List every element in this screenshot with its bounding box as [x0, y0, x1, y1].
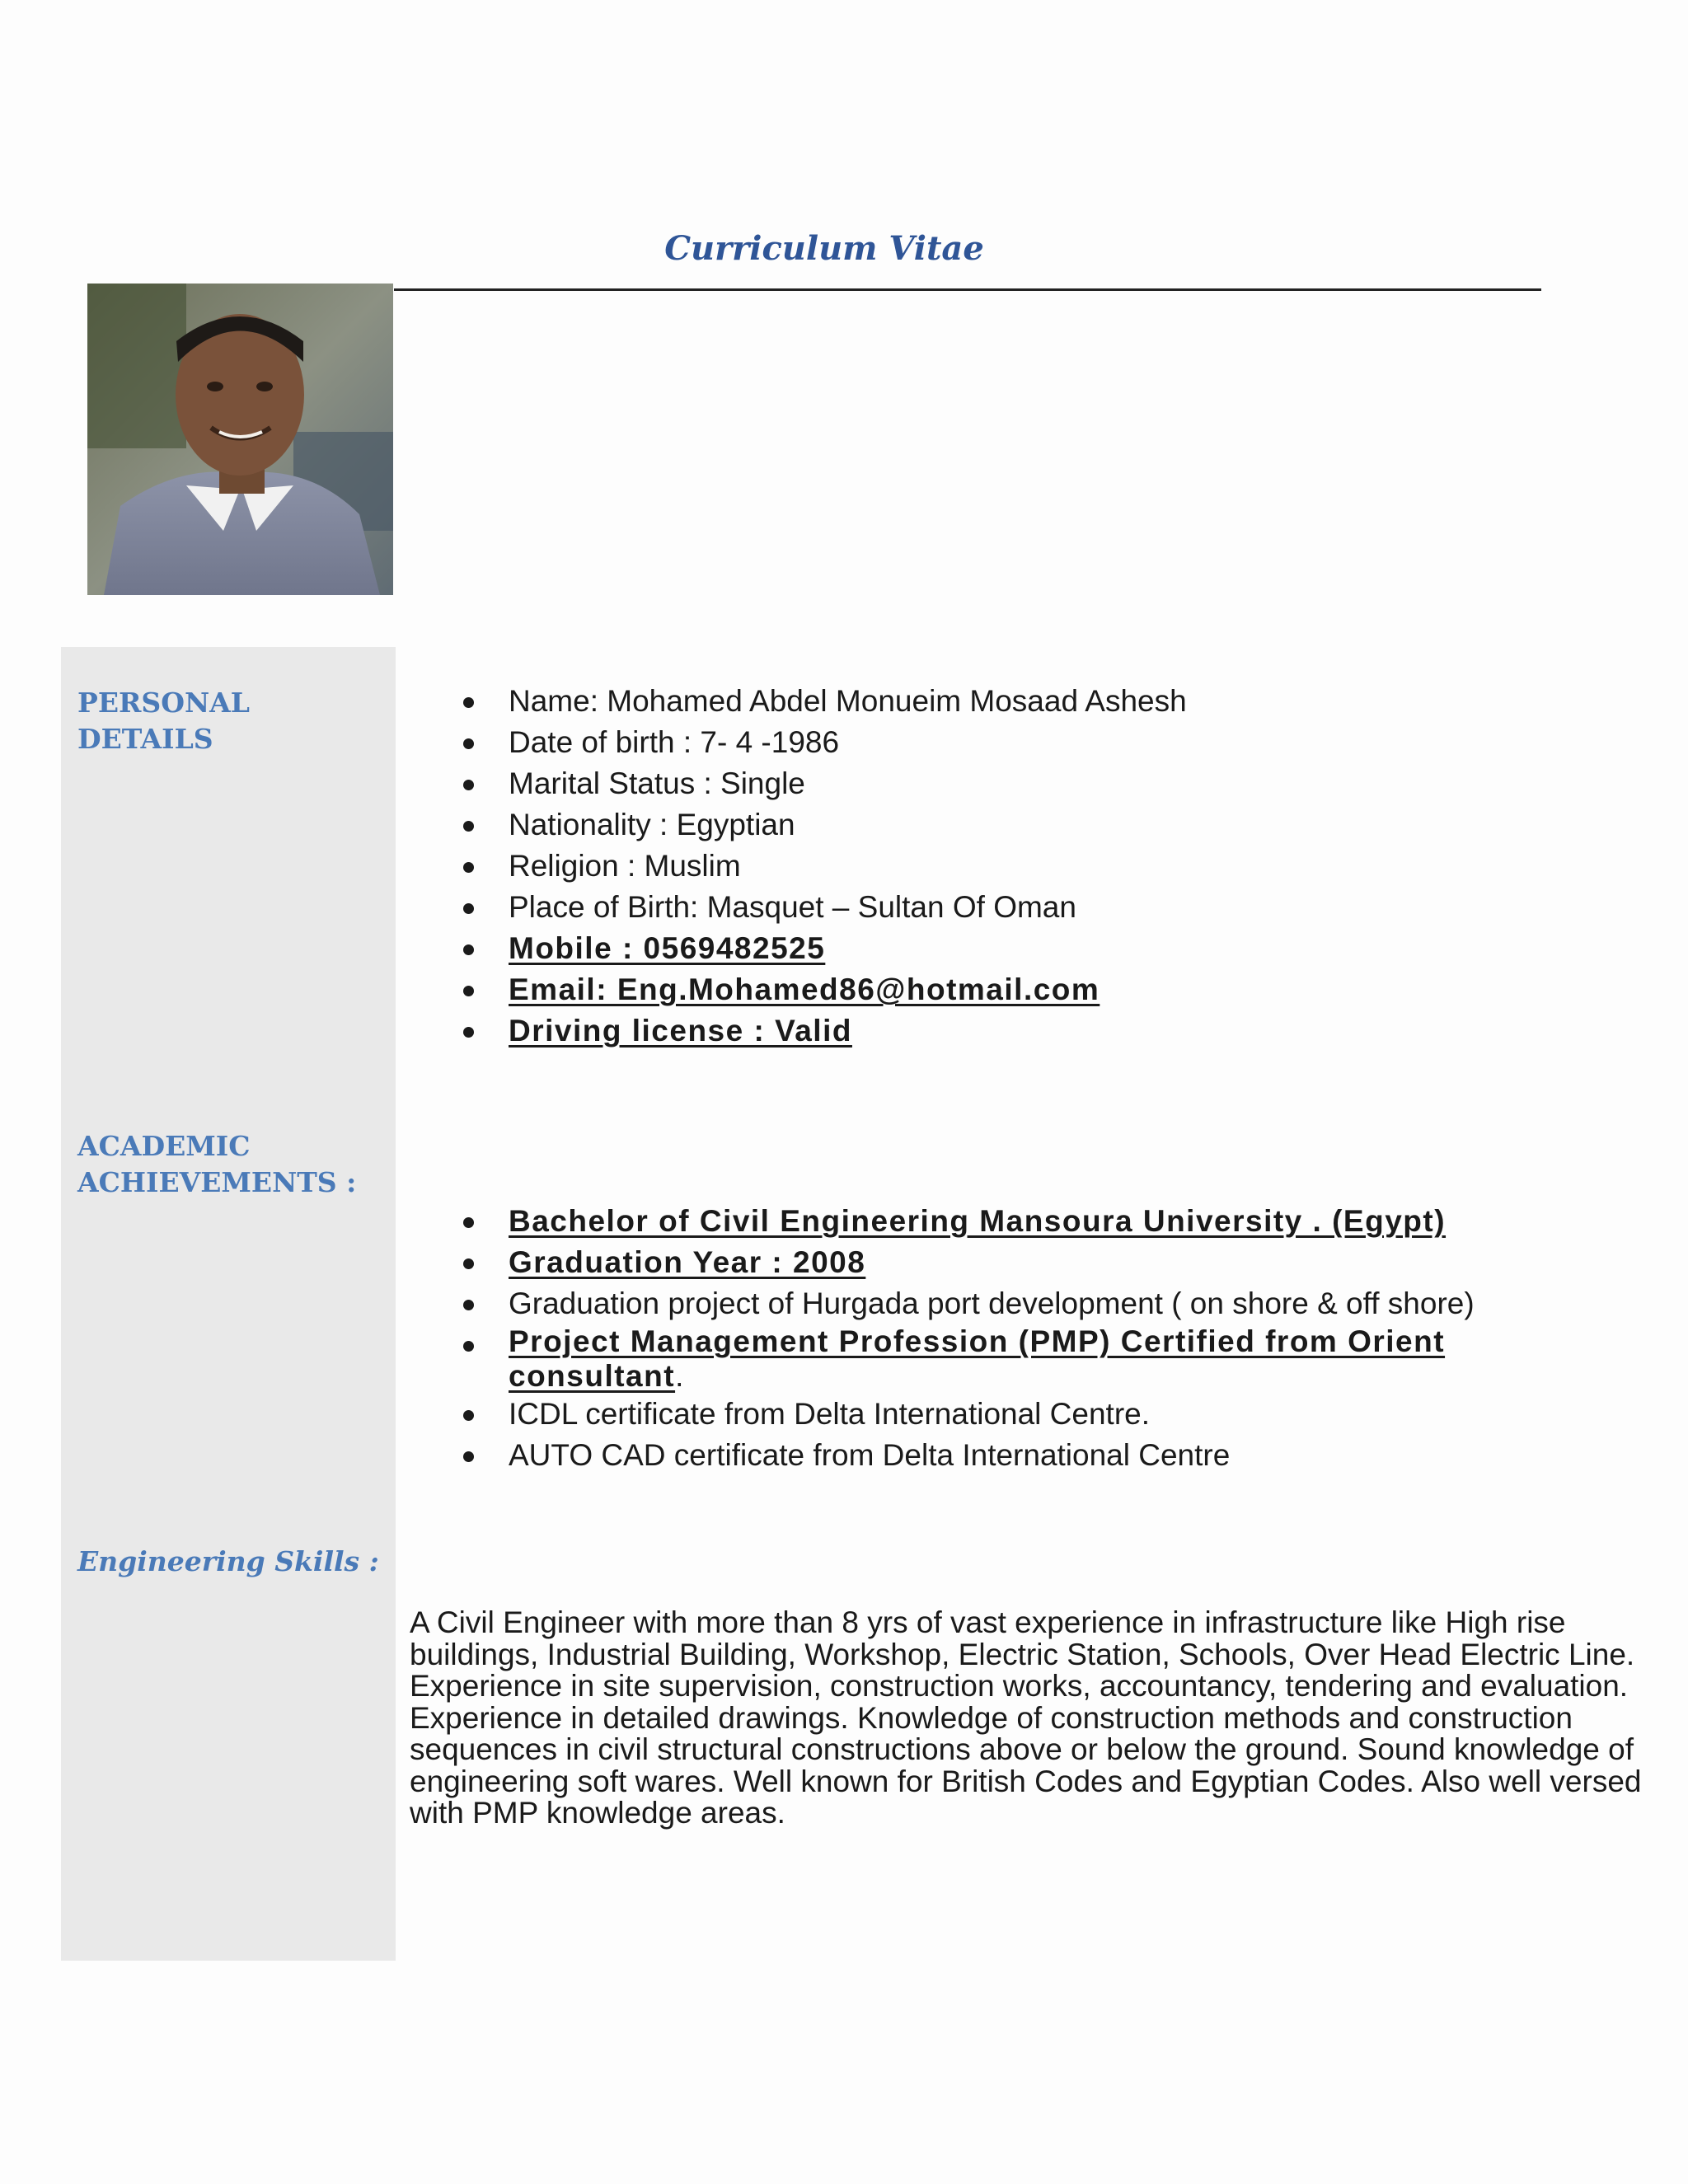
sidebar-band [61, 647, 396, 1961]
section-label-academic-line2: ACHIEVEMENTS : [77, 1166, 357, 1198]
academic-item-text: ICDL certificate from Delta International Centre. [509, 1397, 1151, 1431]
personal-detail-item [463, 1010, 1601, 1052]
personal-detail-item-text: Mobile : 0569482525 [509, 931, 826, 965]
academic-item-text: AUTO CAD certificate from Delta International Centre [509, 1438, 1231, 1472]
academic-item [463, 1435, 1601, 1476]
academic-item [463, 1394, 1601, 1435]
section-label-skills: Engineering Skills : [77, 1545, 379, 1577]
section-label-academic [77, 1128, 391, 1201]
personal-detail-item-text: Driving license : Valid [509, 1014, 852, 1047]
personal-detail-item-text: Email: Eng.Mohamed86@hotmail.com [509, 972, 1100, 1006]
personal-detail-item-text: Name: Mohamed Abdel Monueim Mosaad Ashesh [509, 684, 1187, 718]
document-title: Curriculum Vitae [664, 229, 984, 268]
academic-item-text: Bachelor of Civil Engineering Mansoura University . (Egypt) [509, 1204, 1447, 1238]
personal-detail-item-text: Place of Birth: Masquet – Sultan Of Oman [509, 890, 1076, 924]
academic-item-text: Graduation Year : 2008 [509, 1245, 866, 1279]
personal-detail-item [463, 969, 1601, 1010]
personal-detail-item [463, 681, 1601, 722]
academic-item [463, 1283, 1601, 1324]
portrait-image [87, 284, 393, 595]
personal-detail-item [463, 763, 1601, 804]
profile-photo [87, 284, 393, 595]
personal-detail-item-text: Nationality : Egyptian [509, 808, 795, 841]
personal-detail-item-text: Date of birth : 7- 4 -1986 [509, 725, 840, 759]
academic-item [463, 1201, 1601, 1242]
personal-detail-item [463, 846, 1601, 887]
personal-detail-item-text: Religion : Muslim [509, 849, 741, 883]
personal-detail-item [463, 928, 1601, 969]
section-label-academic-line1: ACADEMIC [77, 1130, 251, 1162]
personal-detail-item [463, 887, 1601, 928]
personal-details-list [463, 681, 1601, 1052]
personal-detail-item [463, 804, 1601, 846]
academic-item-text: Graduation project of Hurgada port development ( on shore & off shore) [509, 1286, 1475, 1320]
title-divider [394, 288, 1541, 291]
section-label-personal: PERSONAL DETAILS [77, 687, 250, 755]
academic-item-suffix: . [675, 1359, 684, 1393]
academic-list [463, 1201, 1601, 1476]
personal-detail-item-text: Marital Status : Single [509, 766, 805, 800]
skills-paragraph: A Civil Engineer with more than 8 yrs of vast experience in infrastructure like High rise buildings, Industrial Building, Workshop, Electric Station, Schools, Over Head Electric Line. Experience in site supervision, construction works, accountancy, tendering and evaluation. Experience in detailed drawings. Knowledge of construction methods and construction sequences in civil structural constructions above or below the ground. Sound knowledge of engineering soft wares. Well known for British Codes and Egyptian Codes. Also well versed with PMP knowledge areas. [410, 1605, 1642, 1830]
academic-item-text: Project Management Profession (PMP) Certified from Orient consultant [509, 1324, 1446, 1393]
academic-item [463, 1324, 1601, 1394]
academic-item [463, 1242, 1601, 1283]
personal-detail-item [463, 722, 1601, 763]
